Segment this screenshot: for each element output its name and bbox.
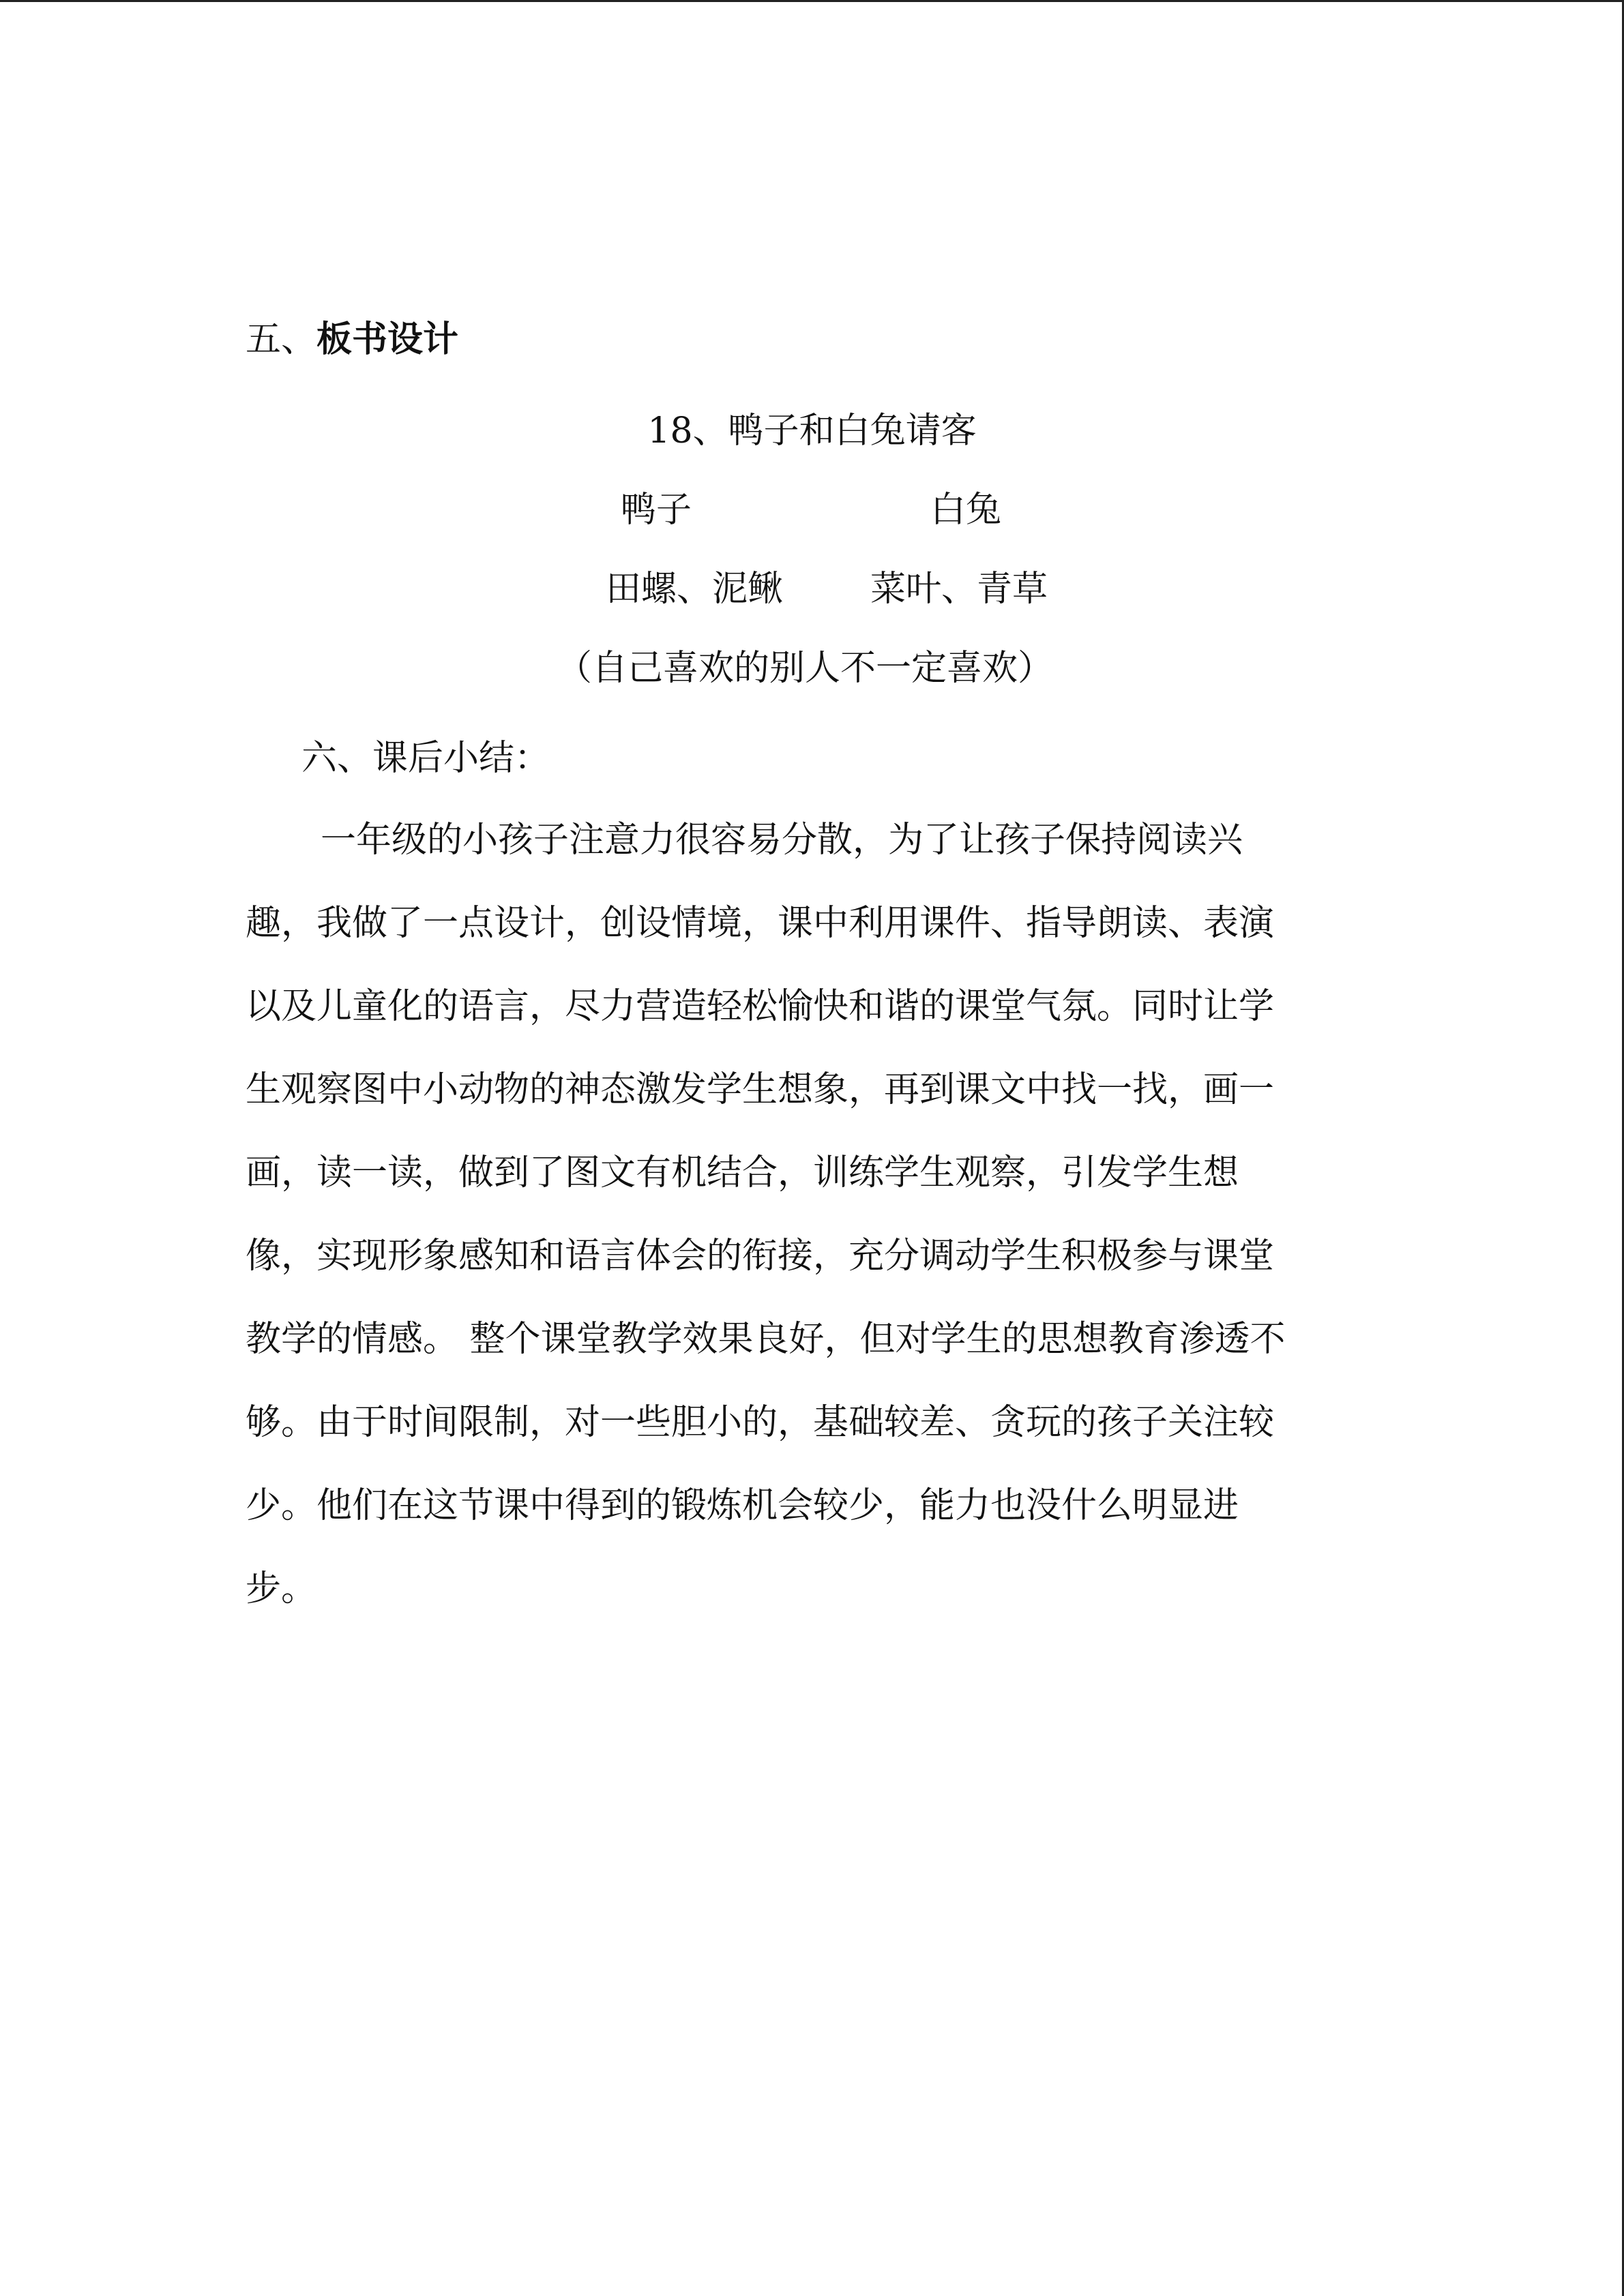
board-right-food: 菜叶、青草 xyxy=(870,569,1048,610)
board-left-animal: 鸭子 xyxy=(621,490,692,531)
summary-line: 趣，我做了一点设计，创设情境，课中利用课件、指导朗读、表演 xyxy=(246,903,1275,944)
summary-line: 够。由于时间限制，对一些胆小的，基础较差、贪玩的孩子关注较 xyxy=(246,1402,1275,1443)
section5-heading xyxy=(246,318,458,361)
summary-line: 少。他们在这节课中得到的锻炼机会较少，能力也没什么明显进 xyxy=(246,1485,1239,1526)
summary-line: 教学的情感。 整个课堂教学效果良好，但对学生的思想教育渗透不 xyxy=(246,1319,1286,1360)
summary-line: 像，实现形象感知和语言体会的衔接，充分调动学生积极参与课堂 xyxy=(246,1236,1275,1277)
board-left-food: 田螺、泥鳅 xyxy=(606,569,784,610)
summary-line: 一年级的小孩子注意力很容易分散，为了让孩子保持阅读兴 xyxy=(321,820,1243,861)
section6-heading: 六、课后小结： xyxy=(301,738,550,779)
summary-line: 步。 xyxy=(246,1568,317,1609)
board-moral: （自己喜欢的别人不一定喜欢） xyxy=(557,648,1054,689)
summary-line: 画，读一读，做到了图文有机结合，训练学生观察，引发学生想 xyxy=(246,1152,1239,1193)
section5-title: 板书设计 xyxy=(316,319,459,360)
summary-line: 以及儿童化的语言，尽力营造轻松愉快和谐的课堂气氛。同时让学 xyxy=(246,986,1275,1027)
section5-number: 五、 xyxy=(246,319,317,360)
board-right-animal: 白兔 xyxy=(930,490,1002,531)
board-title: 18、鸭子和白兔请客 xyxy=(647,411,977,451)
summary-line: 生观察图中小动物的神态激发学生想象，再到课文中找一找，画一 xyxy=(246,1069,1275,1110)
page-top-border xyxy=(0,0,1624,2)
